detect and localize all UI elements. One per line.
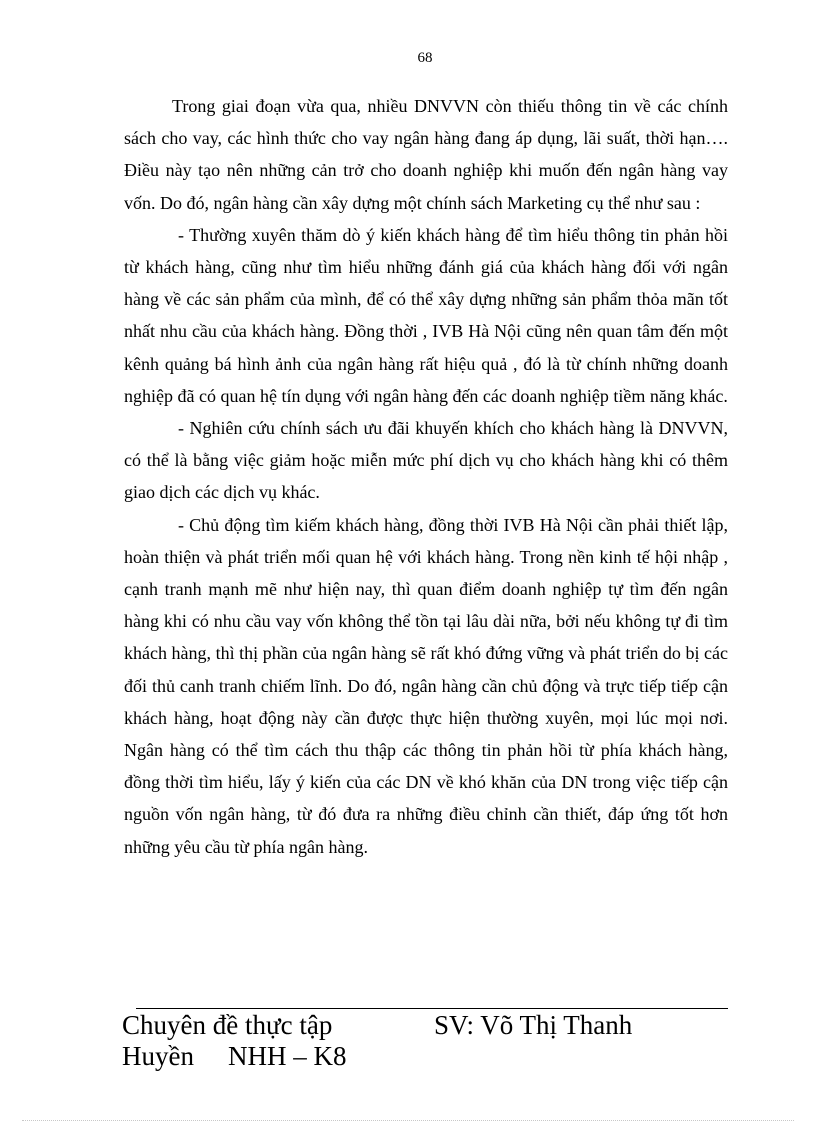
paragraph-bullet-incentives: - Nghiên cứu chính sách ưu đãi khuyến khích cho khách hàng là DNVVN, có thể là bằng việc giảm hoặc miễn mức phí dịch vụ cho khách hàng khi có thêm giao dịch các dịch vụ khác. bbox=[124, 418, 728, 503]
paragraph-bullet-survey: - Thường xuyên thăm dò ý kiến khách hàng để tìm hiểu thông tin phản hồi từ khách hàng, cũng như tìm hiểu những đánh giá của khách hàng đối với ngân hàng về các sản phẩm của mình, để có thể xây dựng những sản phẩm thỏa mãn tốt nhất nhu cầu của khách hàng. Đồng thời , IVB Hà Nội cũng nên quan tâm đến một kênh quảng bá hình ảnh của ngân hàng rất hiệu quả , đó là từ chính những doanh nghiệp đã có quan hệ tín dụng với ngân hàng đến các doanh nghiệp tiềm năng khác. bbox=[124, 224, 728, 406]
paragraph-bullet-proactive: - Chủ động tìm kiếm khách hàng, đồng thời IVB Hà Nội cần phải thiết lập, hoàn thiện và phát triển mối quan hệ với khách hàng. Trong nền kinh tế hội nhập , cạnh tranh mạnh mẽ như hiện nay, thì quan điểm doanh nghiệp tự tìm đến ngân hàng khi có nhu cầu vay vốn không thể tồn tại lâu dài nữa, bởi nếu không tự đi tìm khách hàng, thì thị phần của ngân hàng sẽ rất khó đứng vững và phát triển do bị các đối thủ canh tranh chiếm lĩnh. Do đó, ngân hàng cần chủ động và trực tiếp tiếp cận khách hàng, hoạt động này cần được thực hiện thường xuyên, mọi lúc mọi nơi. Ngân hàng có thể tìm cách thu thập các thông tin phản hồi từ phía khách hàng, đồng thời tìm hiểu, lấy ý kiến của các DN về khó khăn của DN trong việc tiếp cận nguồn vốn ngân hàng, từ đó đưa ra những điều chỉnh cần thiết, đáp ứng tốt hơn những yêu cầu từ phía ngân hàng. bbox=[124, 514, 728, 857]
footer-student: SV: Võ Thị Thanh bbox=[434, 1010, 633, 1040]
page-footer bbox=[122, 1010, 742, 1072]
footer-student-name-cont: Huyền bbox=[122, 1041, 194, 1071]
footer-divider bbox=[136, 1008, 728, 1009]
document-body bbox=[124, 90, 728, 863]
footer-topic: Chuyên đề thực tập bbox=[122, 1010, 333, 1040]
paragraph-intro: Trong giai đoạn vừa qua, nhiều DNVVN còn thiếu thông tin về các chính sách cho vay, các hình thức cho vay ngân hàng đang áp dụng, lãi suất, thời hạn…. Điều này tạo nên những cản trở cho doanh nghiệp khi muốn đến ngân hàng vay vốn. Do đó, ngân hàng cần xây dựng một chính sách Marketing cụ thể như sau : bbox=[124, 96, 728, 213]
page-bottom-border bbox=[22, 1120, 794, 1121]
page-number: 68 bbox=[417, 50, 433, 66]
footer-class-code: NHH – K8 bbox=[228, 1041, 347, 1071]
